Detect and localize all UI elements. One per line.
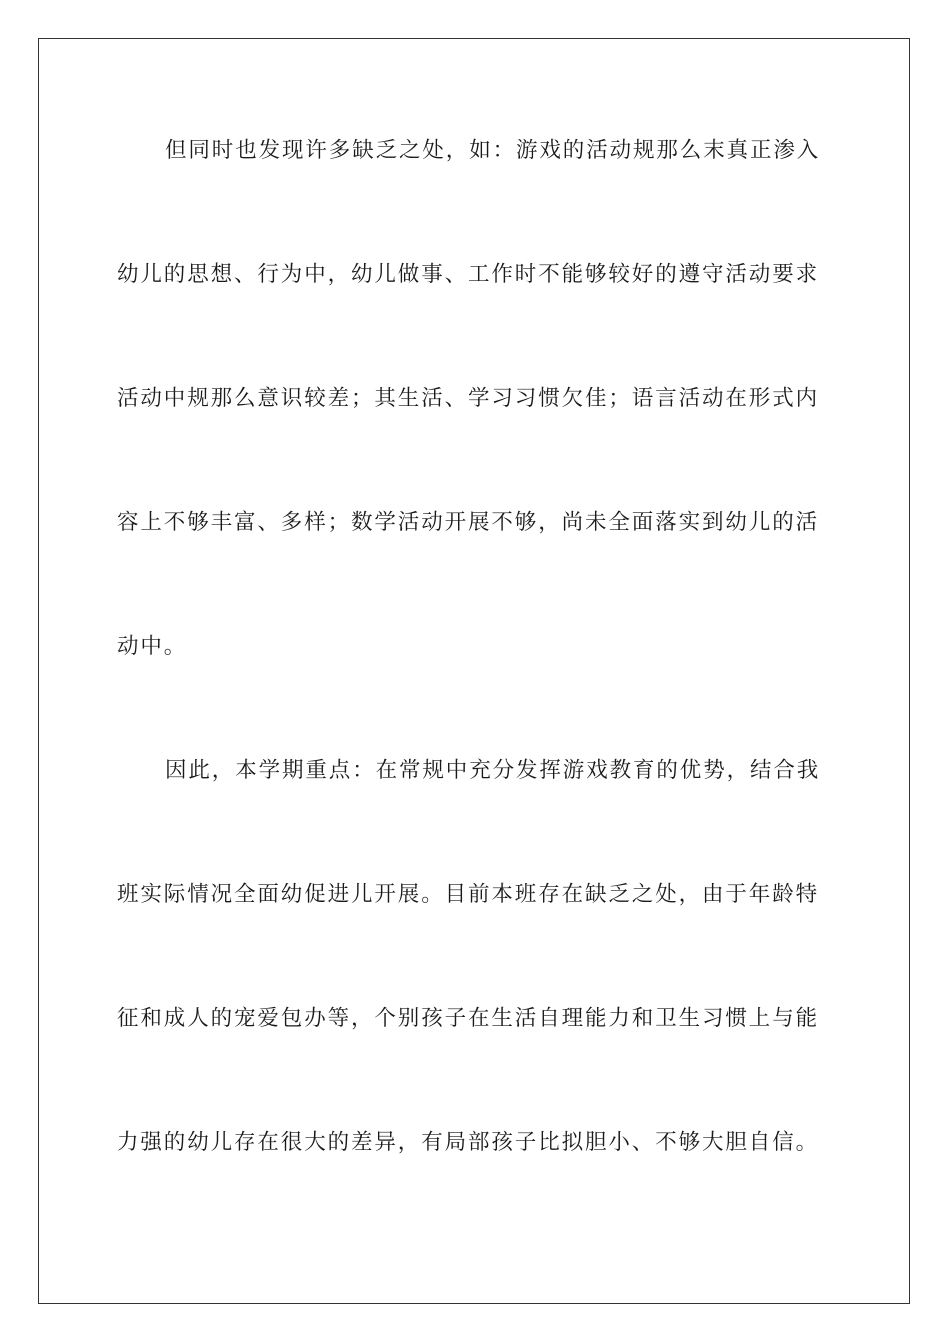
paragraph-line: 幼儿的思想、行为中，幼儿做事、工作时不能够较好的遵守活动要求 — [117, 262, 820, 287]
paragraph-line: 征和成人的宠爱包办等，个别孩子在生活自理能力和卫生习惯上与能 — [117, 1006, 820, 1031]
paragraph-line: 因此，本学期重点：在常规中充分发挥游戏教育的优势，结合我 — [165, 758, 821, 783]
page-border — [38, 38, 910, 1304]
paragraph-line: 容上不够丰富、多样；数学活动开展不够，尚未全面落实到幼儿的活 — [117, 510, 820, 535]
paragraph-line: 力强的幼儿存在很大的差异，有局部孩子比拟胆小、不够大胆自信。 — [117, 1130, 820, 1155]
paragraph-line: 但同时也发现许多缺乏之处，如：游戏的活动规那么末真正渗入 — [165, 138, 821, 163]
paragraph-line: 活动中规那么意识较差；其生活、学习习惯欠佳；语言活动在形式内 — [117, 386, 820, 411]
paragraph-line: 动中。 — [117, 634, 188, 659]
paragraph-line: 班实际情况全面幼促进儿开展。目前本班存在缺乏之处，由于年龄特 — [117, 882, 820, 907]
